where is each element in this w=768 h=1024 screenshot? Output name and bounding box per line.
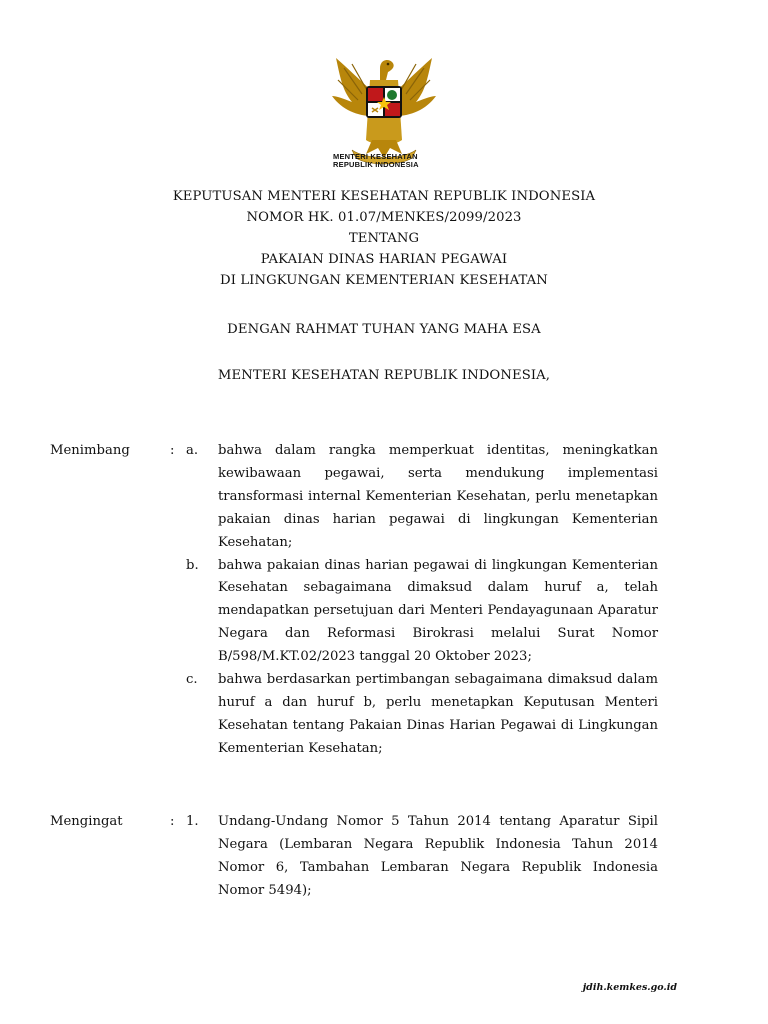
menimbang-label: Menimbang (50, 443, 130, 458)
item-marker: b. (186, 557, 199, 573)
item-text: bahwa dalam rangka memperkuat identitas, meningkatkan kewibawaan pegawai, serta mendukung implementasi transformasi internal Kementerian Kesehatan, perlu menetapkan pakaian dinas harian pegawai di lingkungan Kementerian Kesehatan; (218, 443, 658, 550)
emblem-caption-line1: MENTERI KESEHATAN (333, 152, 418, 161)
decree-tentang: TENTANG (348, 231, 420, 246)
mengingat-colon: : (170, 814, 175, 829)
item-text: Undang-Undang Nomor 5 Tahun 2014 tentang Aparatur Sipil Negara (Lembaran Negara Republik Indonesia Tahun 2014 Nomor 6, Tambahan Lembaran Negara Republik Indonesia Nomor 5494); (218, 814, 658, 898)
item-text: bahwa pakaian dinas harian pegawai di lingkungan Kementerian Kesehatan sebagaimana dimaksud dalam huruf a, telah mendapatkan persetujuan dari Menteri Pendayagunaan Aparatur Negara dan Reformasi Birokrasi melalui Surat Nomor B/598/M.KT.02/2023 tanggal 20 Oktober 2023; (218, 557, 658, 665)
item-marker: c. (186, 672, 198, 688)
menimbang-item-a (0, 440, 768, 555)
emblem-caption-line2: REPUBLIK INDONESIA (333, 160, 419, 169)
decree-subject-line1: PAKAIAN DINAS HARIAN PEGAWAI (260, 252, 508, 267)
menimbang-section (0, 440, 768, 761)
item-marker: 1. (186, 814, 199, 829)
decree-number: NOMOR HK. 01.07/MENKES/2099/2023 (246, 210, 522, 225)
footer-source-url: jdih.kemkes.go.id (582, 982, 677, 993)
decree-authority: MENTERI KESEHATAN REPUBLIK INDONESIA, (217, 368, 551, 383)
item-text: bahwa berdasarkan pertimbangan sebagaimana dimaksud dalam huruf a dan huruf b, perlu menetapkan Keputusan Menteri Kesehatan tentang Pakaian Dinas Harian Pegawai di Lingkungan Kementerian Kesehatan; (218, 672, 658, 756)
decree-subject-line2: DI LINGKUNGAN KEMENTERIAN KESEHATAN (220, 273, 548, 288)
item-marker: a. (186, 443, 199, 458)
emblem-caption (333, 153, 453, 169)
decree-heading (0, 186, 768, 386)
mengingat-item-1 (0, 811, 768, 903)
decree-blessing: DENGAN RAHMAT TUHAN YANG MAHA ESA (227, 322, 541, 337)
mengingat-label: Mengingat (50, 814, 123, 829)
menimbang-colon: : (170, 443, 175, 458)
decree-title: KEPUTUSAN MENTERI KESEHATAN REPUBLIK INDONESIA (172, 189, 596, 204)
menimbang-item-c (0, 669, 768, 761)
menimbang-item-b (0, 555, 768, 670)
mengingat-section (0, 811, 768, 903)
